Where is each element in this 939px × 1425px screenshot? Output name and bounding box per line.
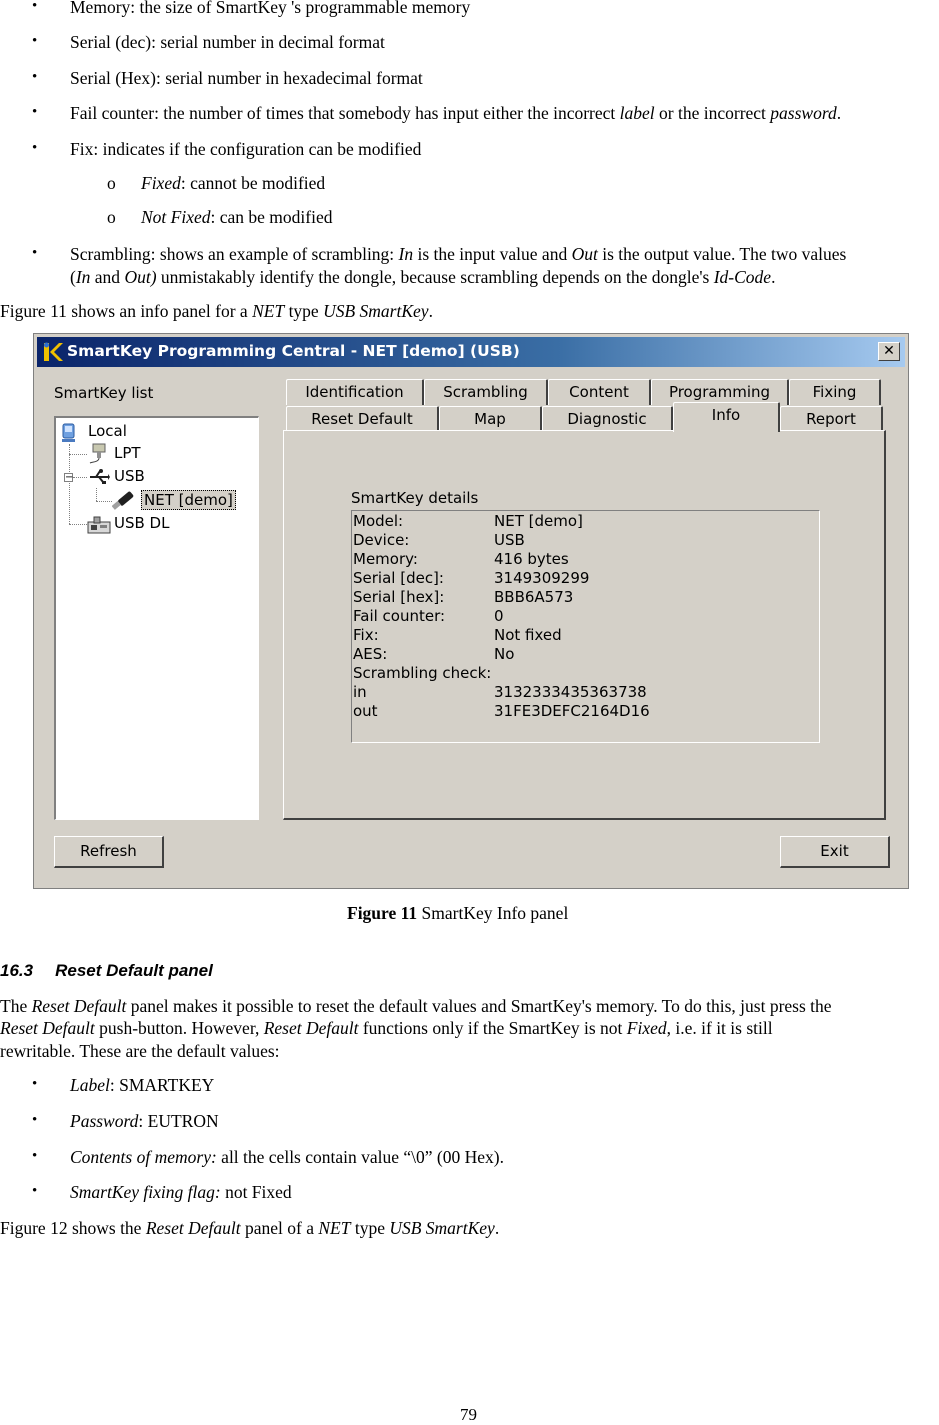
usb-key-icon — [112, 489, 138, 513]
figure11-caption: Figure 11 SmartKey Info panel — [347, 903, 569, 923]
smartkey-window — [33, 333, 909, 889]
default-password: Password: EUTRON — [70, 1111, 219, 1131]
reset-para-line3: rewritable. These are the default values: — [0, 1041, 280, 1061]
bullet-marker: • — [32, 1112, 38, 1128]
tree-item-usb-dl[interactable]: USB DL — [114, 514, 170, 532]
sub-bullet-marker: o — [107, 207, 116, 227]
bullet-fix: Fix: indicates if the configuration can be modified — [70, 139, 422, 159]
bullet-marker: • — [32, 104, 38, 120]
bullet-marker: • — [32, 1183, 38, 1199]
sub-bullet-marker: o — [107, 173, 116, 193]
bullet-scrambling-line1: Scrambling: shows an example of scrambling: In is the input value and Out is the output value. The two values — [70, 244, 847, 264]
bullet-memory: Memory: the size of SmartKey 's programmable memory — [70, 0, 471, 17]
sub-item-fixed: Fixed: cannot be modified — [141, 173, 326, 193]
tree-line — [73, 477, 87, 478]
smartkey-list-label: SmartKey list — [54, 384, 154, 402]
computer-icon — [60, 422, 80, 444]
tree-item-usb[interactable]: USB — [114, 467, 145, 485]
reset-para-line2: Reset Default push-button. However, Reset Default functions only if the SmartKey is not Fixed, i.e. if it is still — [0, 1018, 773, 1038]
lpt-port-icon — [88, 442, 110, 464]
bullet-marker: • — [32, 140, 38, 156]
info-tab-panel — [283, 430, 886, 820]
section-heading: 16.3 Reset Default panel — [0, 961, 213, 980]
sub-item-not-fixed: Not Fixed: can be modified — [141, 207, 333, 227]
tree-item-lpt[interactable]: LPT — [114, 444, 141, 462]
tab-programming[interactable]: Programming — [651, 379, 789, 405]
bullet-fail-counter: Fail counter: the number of times that somebody has input either the incorrect label or the incorrect password. — [70, 103, 842, 123]
smartkey-tree[interactable] — [54, 416, 259, 820]
default-label: Label: SMARTKEY — [70, 1075, 215, 1095]
app-logo-icon — [42, 341, 64, 363]
tree-item-local[interactable]: Local — [88, 422, 127, 440]
figure12-intro: Figure 12 shows the Reset Default panel of a NET type USB SmartKey. — [0, 1218, 500, 1238]
tab-reset-default[interactable]: Reset Default — [286, 406, 439, 432]
tab-report[interactable]: Report — [780, 406, 883, 432]
window-title: SmartKey Programming Central - NET [demo] (USB) — [67, 342, 520, 360]
tree-item-net-demo[interactable]: NET [demo] — [141, 490, 236, 510]
tab-map[interactable]: Map — [439, 406, 542, 432]
bullet-marker: • — [32, 245, 38, 261]
tab-info[interactable]: Info — [673, 402, 780, 432]
details-list: Model: NET [demo] Device: USB Memory: 416 bytes Serial [dec]: 3149309299 Serial [hex]: BBB6A573 Fail counter: 0 Fix: Not fixed AES: No Scrambling check: in 3132333435363738 out 31FE3DEFC2164D16 — [351, 510, 820, 743]
tree-line — [96, 488, 97, 501]
usb-dl-icon — [86, 514, 112, 536]
tree-line — [69, 524, 87, 525]
tab-scrambling[interactable]: Scrambling — [424, 379, 548, 405]
details-group-title: SmartKey details — [351, 489, 479, 507]
tree-line — [69, 454, 87, 455]
exit-button[interactable]: Exit — [780, 836, 890, 868]
title-bar[interactable] — [37, 337, 905, 367]
bullet-marker: • — [32, 69, 38, 85]
figure11-intro: Figure 11 shows an info panel for a NET type USB SmartKey. — [0, 301, 433, 321]
page-number: 79 — [460, 1405, 477, 1424]
bullet-serial-dec: Serial (dec): serial number in decimal format — [70, 32, 385, 52]
bullet-marker: • — [32, 1148, 38, 1164]
tree-line — [69, 444, 70, 524]
tab-diagnostic[interactable]: Diagnostic — [542, 406, 673, 432]
tab-content[interactable]: Content — [548, 379, 651, 405]
bullet-serial-hex: Serial (Hex): serial number in hexadecimal format — [70, 68, 423, 88]
bullet-marker: • — [32, 1076, 38, 1092]
reset-para-line1: The Reset Default panel makes it possible to reset the default values and SmartKey's memory. To do this, just press the — [0, 996, 832, 1016]
bullet-scrambling-line2: (In and Out) unmistakably identify the dongle, because scrambling depends on the dongle's Id-Code. — [70, 267, 776, 287]
default-fixing-flag: SmartKey fixing flag: not Fixed — [70, 1182, 292, 1202]
tree-line — [96, 501, 112, 502]
bullet-marker: • — [32, 33, 38, 49]
tab-identification[interactable]: Identification — [286, 379, 424, 405]
tab-fixing[interactable]: Fixing — [789, 379, 881, 405]
bullet-marker: • — [32, 0, 38, 14]
refresh-button[interactable]: Refresh — [54, 836, 164, 868]
close-button[interactable]: ✕ — [878, 342, 900, 361]
collapse-toggle[interactable]: − — [65, 472, 74, 483]
default-memory: Contents of memory: all the cells contain value “\0” (00 Hex). — [70, 1147, 504, 1167]
usb-icon — [88, 466, 110, 488]
